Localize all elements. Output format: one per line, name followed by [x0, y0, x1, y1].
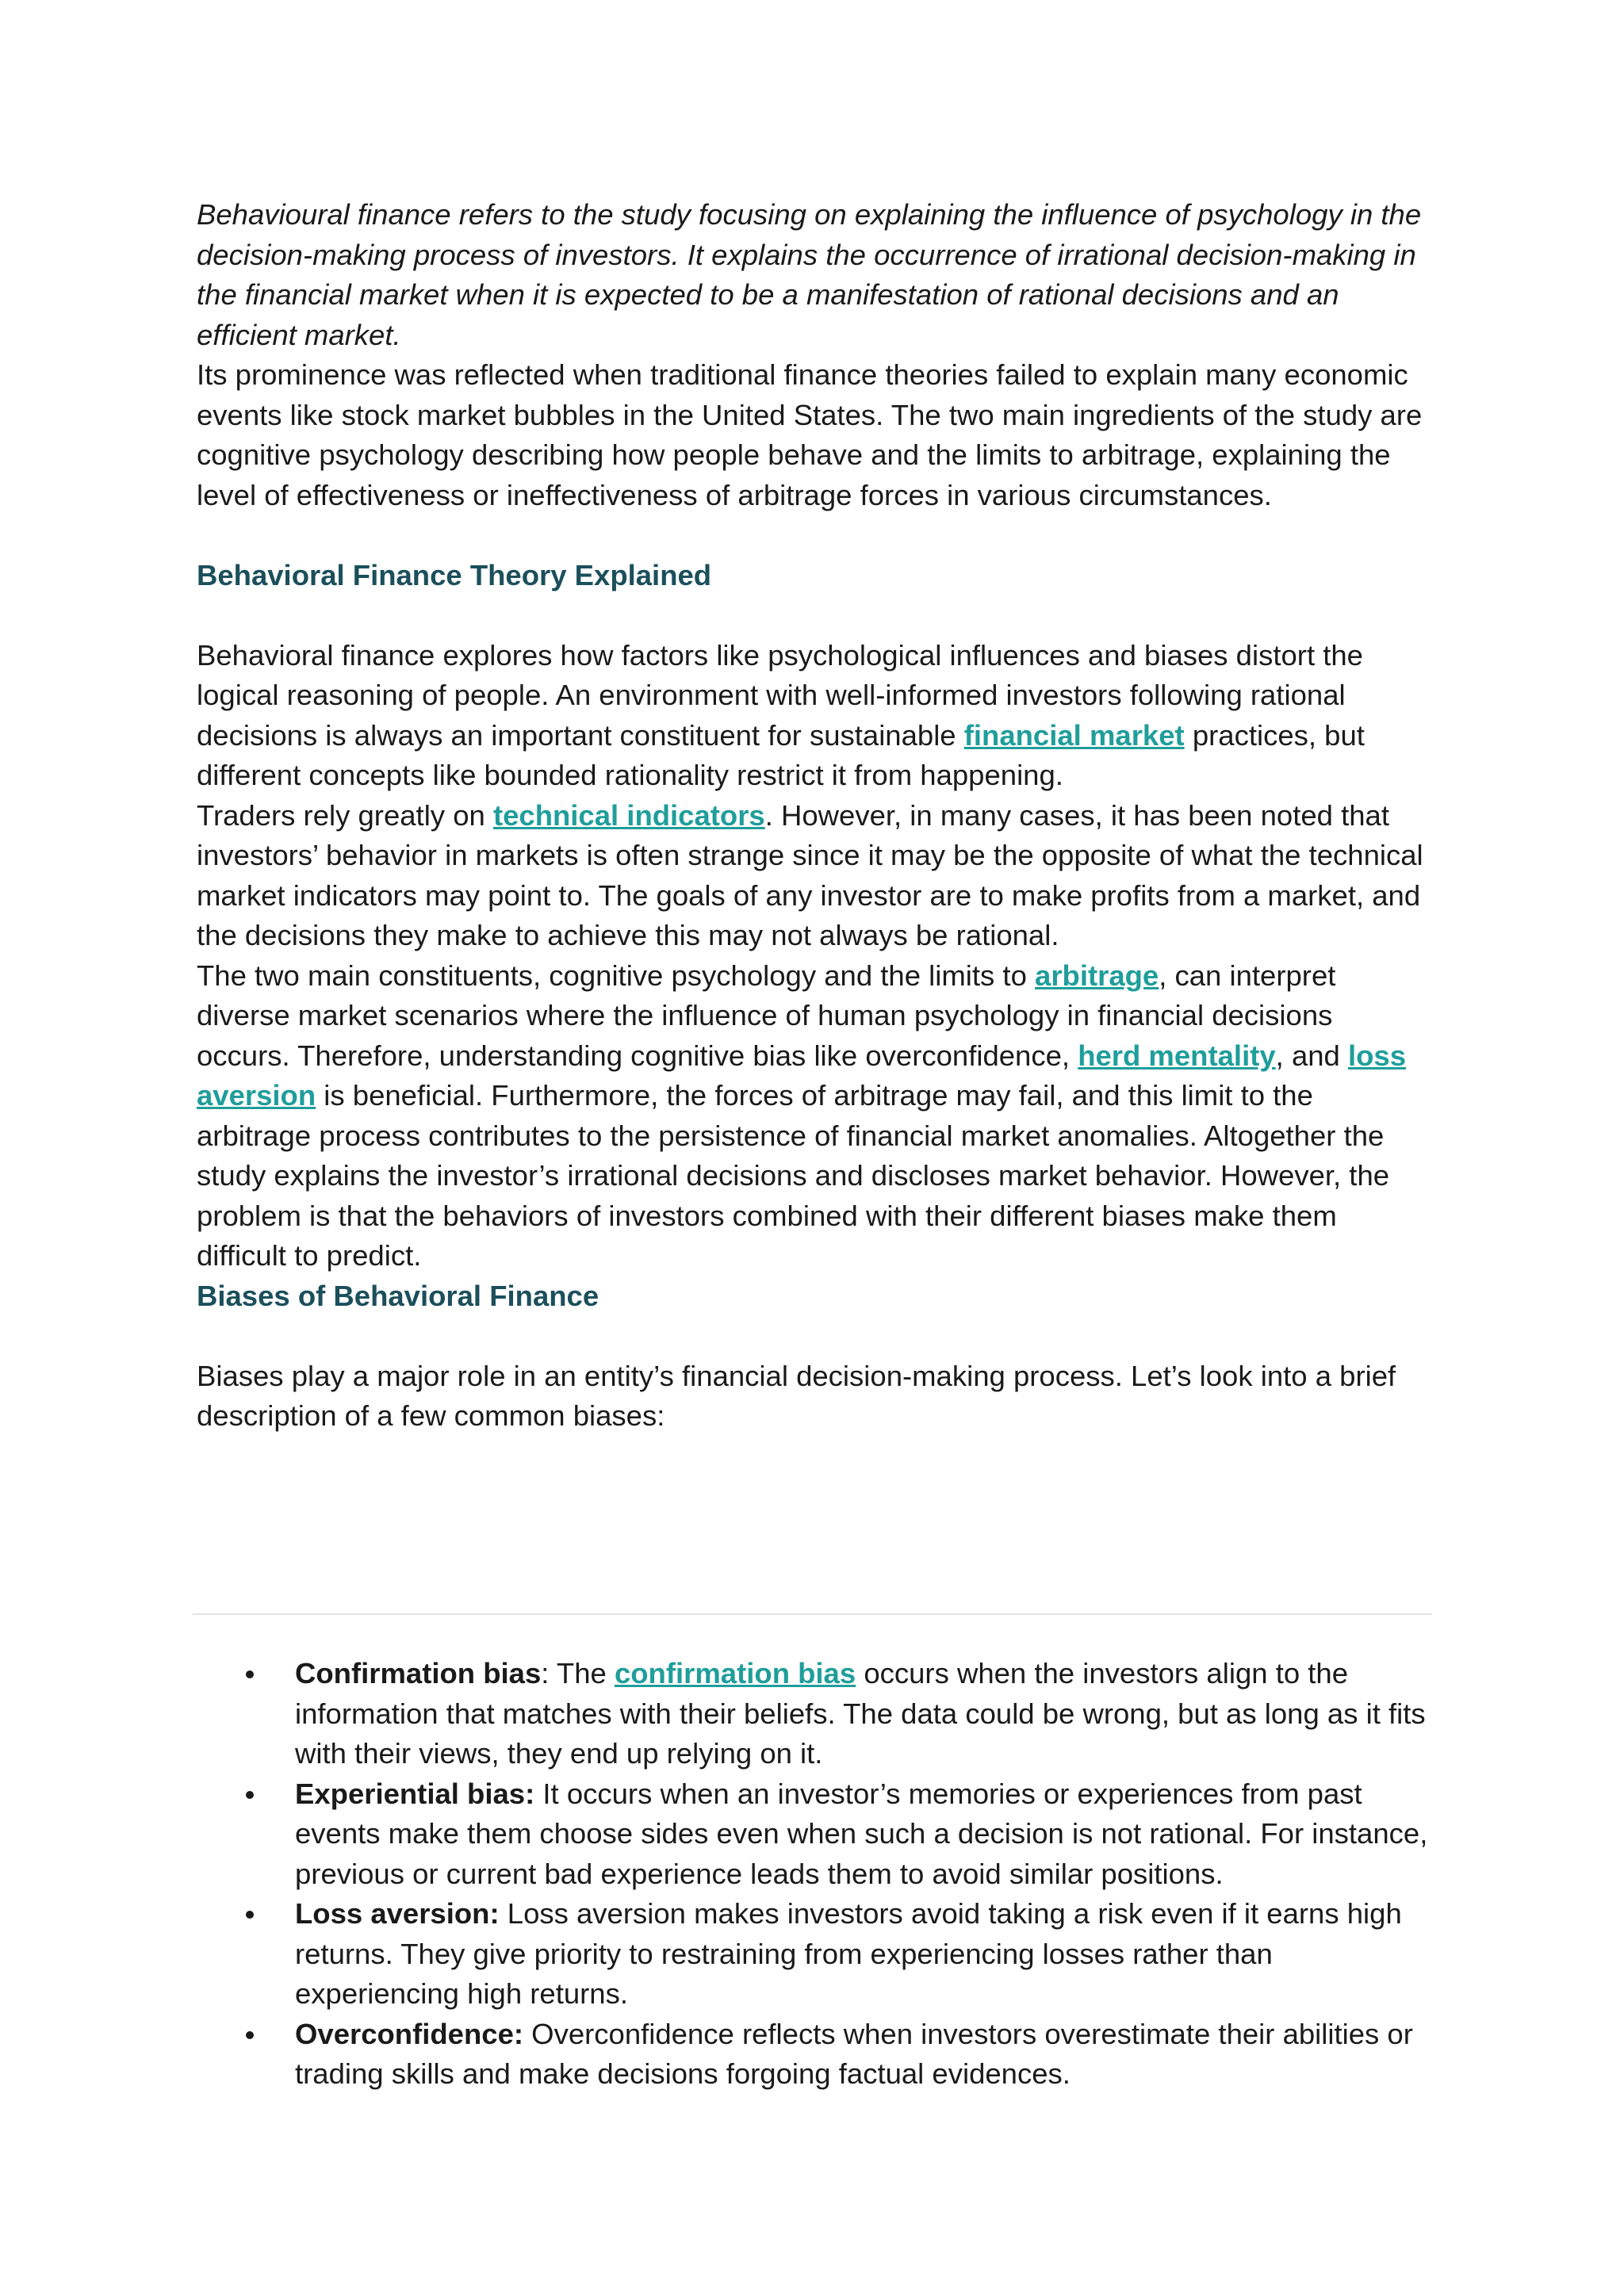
link-herd-mentality[interactable]: herd mentality	[1078, 1039, 1276, 1072]
link-arbitrage[interactable]: arbitrage	[1035, 959, 1159, 992]
bullet-text: Overconfidence reflects when investors overestimate their abilities or trading skills and make decisions forgoing factual evidences.	[295, 2017, 1413, 2090]
list-item	[197, 1774, 1434, 1895]
text-span: : The	[541, 1657, 615, 1689]
intro-body-paragraph: Its prominence was reflected when traditional finance theories failed to explain many economic events like stock market bubbles in the United States. The two main ingredients of the study are cognitive psychology describing how people behave and the limits to arbitrage, explaining the level of effectiveness or ineffectiveness of arbitrage forces in various circumstances.	[197, 358, 1423, 511]
bullet-term: Experiential bias:	[295, 1777, 535, 1810]
theory-paragraph-3	[197, 956, 1434, 1276]
bullet-dot-icon	[246, 1911, 254, 1919]
bullet-term: Overconfidence:	[295, 2017, 524, 2050]
link-confirmation-bias[interactable]: confirmation bias	[614, 1657, 856, 1689]
spacer	[197, 1316, 1434, 1357]
text-span: Traders rely greatly on	[197, 798, 493, 832]
document-page	[197, 195, 1434, 1437]
link-financial-market[interactable]: financial market	[963, 718, 1185, 752]
list-item	[197, 1654, 1434, 1774]
list-item	[197, 2015, 1434, 2095]
bullet-term: Confirmation bias	[295, 1657, 542, 1689]
section-heading-biases: Biases of Behavioral Finance	[197, 1279, 599, 1312]
list-item	[197, 1894, 1434, 2015]
text-span: , and	[1275, 1039, 1348, 1072]
link-technical-indicators[interactable]: technical indicators	[492, 798, 765, 832]
theory-paragraph-2	[197, 796, 1434, 956]
section-heading-theory: Behavioral Finance Theory Explained	[197, 558, 712, 591]
biases-intro-paragraph: Biases play a major role in an entity’s financial decision-making process. Let’s look into a brief description of a few common biases:	[197, 1359, 1396, 1432]
text-span: . However, in many cases, it has been noted that investors’ behavior in markets is often strange since it may be the opposite of what the technical market indicators may point to. The goals of any investor are to make profits from a market, and the decisions they make to achieve this may not always be rational.	[197, 798, 1423, 951]
text-span: The two main constituents, cognitive psychology and the limits to	[197, 959, 1036, 992]
bullet-text: Loss aversion makes investors avoid taking a risk even if it earns high returns. They give priority to restraining from experiencing losses rather than experiencing high returns.	[295, 1897, 1402, 2010]
bullet-dot-icon	[246, 1791, 254, 1799]
biases-list	[197, 1654, 1434, 2095]
spacer	[197, 515, 1434, 556]
bullet-text: It occurs when an investor’s memories or experiences from past events make them choose sides even when such a decision is not rational. For instance, previous or current bad experience leads them to avoid similar positions.	[295, 1777, 1428, 1890]
theory-paragraph-1	[197, 636, 1434, 796]
spacer	[197, 595, 1434, 636]
intro-italic-paragraph: Behavioural finance refers to the study focusing on explaining the influence of psychology in the decision-making process of investors. It explains the occurrence of irrational decision-making in the financial market when it is expected to be a manifestation of rational decisions and an efficient market.	[197, 198, 1422, 351]
bullet-dot-icon	[246, 2031, 254, 2039]
text-span: is beneficial. Furthermore, the forces of arbitrage may fail, and this limit to the arbitrage process contributes to the persistence of financial market anomalies. Altogether the study explains the investor’s irrational decisions and discloses market behavior. However, the problem is that the behaviors of investors combined with their different biases make them difficult to predict.	[197, 1079, 1390, 1272]
link-loss-aversion[interactable]: loss aversion	[197, 1039, 1407, 1112]
bullet-term: Loss aversion:	[295, 1897, 500, 1930]
text-span: Behavioral finance explores how factors like psychological influences and biases distort the logical reasoning of people. An environment with well-informed investors following rational decisions is always an important constituent for sustainable	[197, 638, 1363, 752]
horizontal-divider	[193, 1613, 1432, 1615]
text-span: practices, but different concepts like bounded rationality restrict it from happening.	[197, 718, 1365, 791]
bullet-dot-icon	[246, 1670, 254, 1678]
bullet-text: occurs when the investors align to the information that matches with their beliefs. The data could be wrong, but as long as it fits with their views, they end up relying on it.	[295, 1657, 1426, 1770]
text-span: , can interpret diverse market scenarios where the influence of human psychology in financial decisions occurs. Therefore, understanding cognitive bias like overconfidence,	[197, 959, 1336, 1072]
